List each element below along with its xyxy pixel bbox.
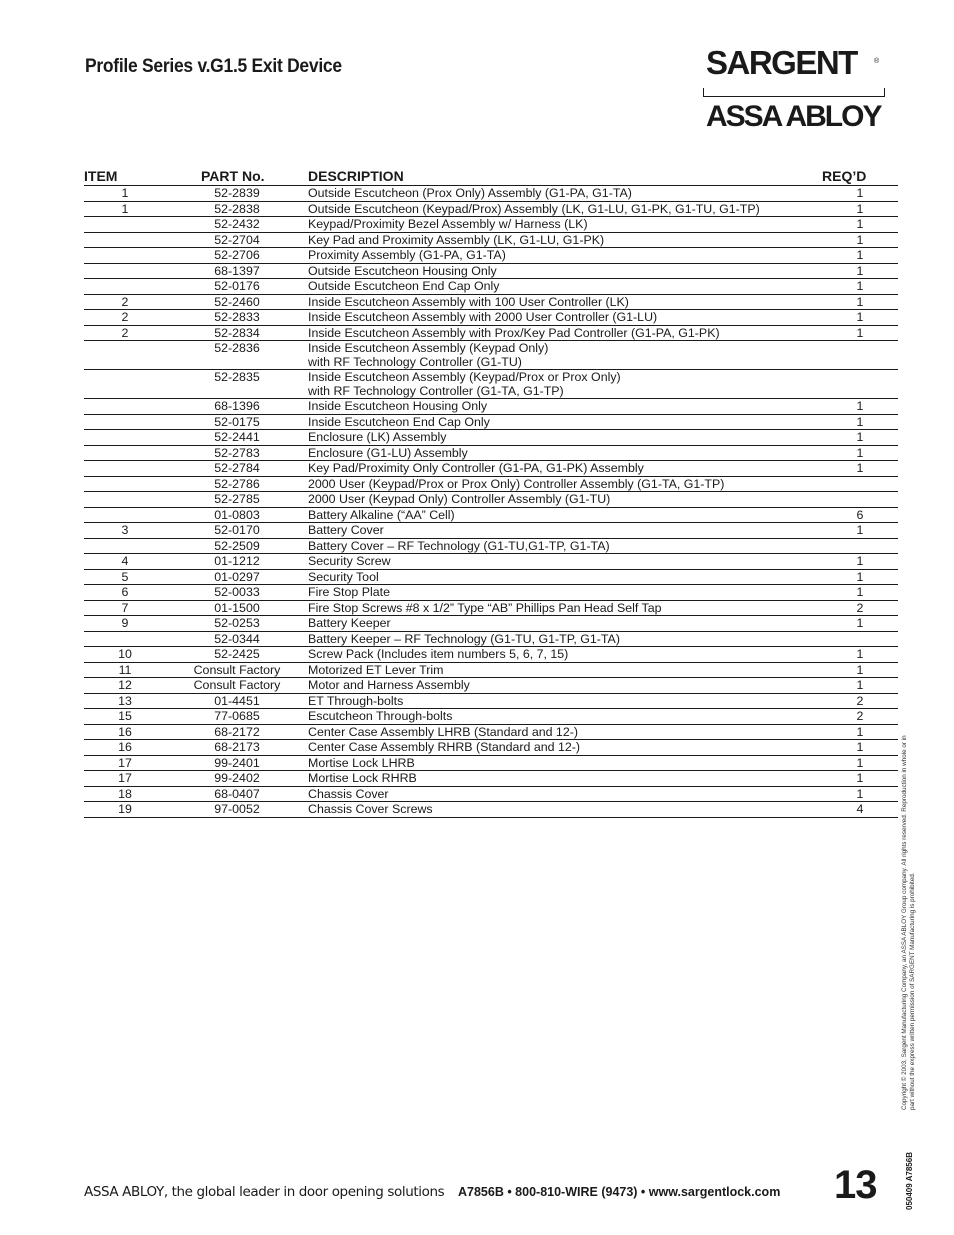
cell-reqd [822,492,898,508]
table-row [84,294,898,310]
cell-description [308,709,822,725]
logo-sargent-text: SARGENT [706,44,857,81]
cell-item: 19 [84,802,166,818]
logo-bracket [703,88,885,97]
column-header-reqd: REQ’D [822,166,898,186]
cell-description [308,724,822,740]
cell-part-no: 52-0033 [166,585,308,601]
cell-reqd: 1 [822,678,898,694]
cell-reqd: 1 [822,279,898,295]
cell-part-no: 77-0685 [166,709,308,725]
cell-description [308,755,822,771]
description-line: Proximity Assembly (G1-PA, G1-TA) [308,248,506,262]
cell-description [308,217,822,233]
table-row [84,310,898,326]
cell-item: 18 [84,786,166,802]
cell-reqd: 1 [822,523,898,539]
cell-reqd [822,631,898,647]
description-line: Outside Escutcheon (Keypad/Prox) Assembly (LK, G1-LU, G1-PK, G1-TU, G1-TP) [308,201,760,216]
description-line: Battery Keeper [308,616,391,630]
table-row [84,370,898,399]
column-header-description: DESCRIPTION [308,166,822,186]
cell-part-no: 99-2401 [166,755,308,771]
description-line: Chassis Cover Screws [308,802,433,816]
cell-reqd: 1 [822,310,898,326]
cell-part-no: 52-0175 [166,414,308,430]
cell-part-no: 52-2839 [166,186,308,202]
cell-description [308,600,822,616]
cell-reqd [822,538,898,554]
cell-description [308,310,822,326]
description-line: Outside Escutcheon (Prox Only) Assembly (G1-PA, G1-TA) [308,186,632,200]
cell-item: 9 [84,616,166,632]
description-line: Escutcheon Through-bolts [308,709,453,723]
cell-description [308,554,822,570]
table-row [84,279,898,295]
cell-item: 3 [84,523,166,539]
description-line: Motorized ET Lever Trim [308,662,444,677]
description-line: Battery Alkaline (“AA” Cell) [308,507,455,522]
cell-item [84,461,166,477]
cell-item: 2 [84,310,166,326]
table-row [84,325,898,341]
description-line: Screw Pack (Includes item numbers 5, 6, 7, 15) [308,647,569,661]
description-line: Mortise Lock RHRB [308,771,417,785]
cell-part-no: 01-4451 [166,693,308,709]
cell-item [84,248,166,264]
cell-part-no: 52-2834 [166,325,308,341]
document-number: 050409 A7856B [905,1152,914,1210]
table-row [84,538,898,554]
table-row [84,554,898,570]
table-row [84,631,898,647]
description-line: Inside Escutcheon End Cap Only [308,414,490,429]
cell-part-no: 52-2786 [166,476,308,492]
cell-description [308,294,822,310]
cell-item: 12 [84,678,166,694]
cell-description [308,507,822,523]
description-line: Keypad/Proximity Bezel Assembly w/ Harness (LK) [308,217,588,231]
column-header-item: ITEM [84,166,166,186]
logo-assa-abloy-text: ASSA ABLOY [706,100,881,133]
cell-part-no: 01-1212 [166,554,308,570]
cell-item: 4 [84,554,166,570]
cell-reqd: 1 [822,445,898,461]
cell-reqd: 1 [822,399,898,415]
cell-reqd: 1 [822,201,898,217]
cell-reqd: 1 [822,647,898,663]
cell-description [308,523,822,539]
description-line: Inside Escutcheon Assembly with 100 User Controller (LK) [308,294,629,309]
cell-item [84,507,166,523]
cell-description [308,569,822,585]
cell-part-no: 52-2784 [166,461,308,477]
table-row [84,341,898,370]
cell-item [84,370,166,399]
description-line: Enclosure (LK) Assembly [308,430,447,444]
table-row [84,662,898,678]
cell-part-no: 68-0407 [166,786,308,802]
description-line: Outside Escutcheon End Cap Only [308,279,500,293]
cell-reqd: 1 [822,786,898,802]
cell-description [308,476,822,492]
cell-description [308,399,822,415]
cell-item: 6 [84,585,166,601]
cell-part-no: 52-2785 [166,492,308,508]
cell-description [308,370,822,399]
table-row [84,414,898,430]
cell-part-no: 52-0176 [166,279,308,295]
cell-description [308,248,822,264]
cell-part-no: 97-0052 [166,802,308,818]
description-line: 2000 User (Keypad/Prox or Prox Only) Controller Assembly (G1-TA, G1-TP) [308,476,725,491]
table-row [84,461,898,477]
cell-item: 1 [84,186,166,202]
cell-reqd [822,341,898,370]
table-row [84,693,898,709]
cell-part-no: 52-0170 [166,523,308,539]
description-line: Enclosure (G1-LU) Assembly [308,445,468,460]
cell-item: 17 [84,771,166,787]
table-row [84,600,898,616]
description-line: Center Case Assembly LHRB (Standard and 12-) [308,724,578,739]
cell-part-no: 99-2402 [166,771,308,787]
cell-description [308,325,822,341]
description-line: Inside Escutcheon Assembly with 2000 User Controller (G1-LU) [308,310,658,324]
cell-description [308,538,822,554]
cell-part-no: 01-0803 [166,507,308,523]
table-row [84,755,898,771]
cell-reqd: 1 [822,294,898,310]
table-row [84,507,898,523]
cell-description [308,771,822,787]
description-line: Center Case Assembly RHRB (Standard and 12-) [308,740,581,754]
cell-part-no: 52-2833 [166,310,308,326]
description-line: Security Tool [308,569,379,584]
cell-reqd: 6 [822,507,898,523]
table-row [84,678,898,694]
table-row [84,232,898,248]
table-body [84,186,898,818]
cell-reqd: 1 [822,248,898,264]
table-row [84,201,898,217]
column-header-part-no: PART No. [166,166,308,186]
table-row [84,616,898,632]
table-row [84,217,898,233]
cell-reqd: 1 [822,325,898,341]
table-row [84,740,898,756]
cell-description [308,740,822,756]
cell-description [308,279,822,295]
table-row [84,492,898,508]
logo-registered-mark: ® [874,58,880,65]
cell-reqd: 1 [822,755,898,771]
cell-part-no: 52-2432 [166,217,308,233]
cell-reqd: 1 [822,263,898,279]
cell-description [308,662,822,678]
cell-item [84,414,166,430]
cell-description [308,201,822,217]
cell-item: 2 [84,325,166,341]
cell-description [308,693,822,709]
cell-item: 17 [84,755,166,771]
cell-reqd: 1 [822,740,898,756]
cell-item: 16 [84,724,166,740]
description-line: Inside Escutcheon Housing Only [308,399,488,413]
table-row [84,647,898,663]
table-row [84,771,898,787]
table-row [84,430,898,446]
description-line: Mortise Lock LHRB [308,755,415,770]
cell-part-no: 68-1396 [166,399,308,415]
cell-item [84,232,166,248]
parts-table [84,166,898,818]
cell-item [84,263,166,279]
cell-description [308,616,822,632]
cell-part-no: 52-2704 [166,232,308,248]
table-row [84,248,898,264]
cell-description [308,232,822,248]
cell-description [308,786,822,802]
cell-part-no: 01-1500 [166,600,308,616]
description-line: Battery Cover [308,523,384,537]
cell-item [84,492,166,508]
table-row [84,802,898,818]
page-number: 13 [834,1163,877,1207]
cell-reqd: 1 [822,232,898,248]
description-line: Chassis Cover [308,786,389,801]
cell-item: 2 [84,294,166,310]
cell-item: 5 [84,569,166,585]
cell-reqd: 1 [822,414,898,430]
description-line: Inside Escutcheon Assembly (Keypad Only) [308,341,549,355]
table-row [84,523,898,539]
cell-reqd: 1 [822,554,898,570]
cell-part-no: 52-2509 [166,538,308,554]
cell-description [308,647,822,663]
cell-description [308,461,822,477]
description-line: Key Pad/Proximity Only Controller (G1-PA, G1-PK) Assembly [308,461,644,475]
cell-reqd: 1 [822,724,898,740]
cell-part-no: 52-2441 [166,430,308,446]
table-row [84,186,898,202]
cell-reqd [822,370,898,399]
table-row [84,724,898,740]
footer-contact: A7856B • 800-810-WIRE (9473) • www.sargentlock.com [458,1185,781,1199]
cell-description [308,678,822,694]
cell-part-no: 68-1397 [166,263,308,279]
cell-part-no: 52-2460 [166,294,308,310]
cell-reqd: 1 [822,585,898,601]
cell-item [84,631,166,647]
table-row [84,445,898,461]
cell-reqd: 1 [822,771,898,787]
description-line: Battery Cover – RF Technology (G1-TU,G1-TP, G1-TA) [308,538,610,553]
description-line: Security Screw [308,554,391,568]
table-row [84,476,898,492]
description-line: Outside Escutcheon Housing Only [308,263,497,278]
cell-reqd: 4 [822,802,898,818]
cell-item [84,476,166,492]
table-row [84,399,898,415]
description-line: 2000 User (Keypad Only) Controller Assembly (G1-TU) [308,492,611,506]
cell-reqd: 1 [822,217,898,233]
cell-reqd [822,476,898,492]
copyright-notice: Copyright © 2003, Sargent Manufacturing Company, an ASSA ABLOY Group company. All rights reserved. Reproduction in whole or in part without the express written permission of SARGENT Manufacturing is prohibited. [901,735,916,1110]
description-line: Battery Keeper – RF Technology (G1-TU, G1-TP, G1-TA) [308,631,620,646]
footer-tagline: ASSA ABLOY, the global leader in door opening solutions [84,1184,445,1200]
cell-description [308,263,822,279]
cell-description [308,414,822,430]
cell-reqd: 1 [822,461,898,477]
cell-reqd: 2 [822,693,898,709]
cell-description [308,430,822,446]
cell-part-no: 52-0253 [166,616,308,632]
description-line: Fire Stop Plate [308,585,390,599]
description-line: Fire Stop Screws #8 x 1/2” Type “AB” Phillips Pan Head Self Tap [308,600,662,615]
cell-part-no: 52-2783 [166,445,308,461]
cell-part-no: 68-2173 [166,740,308,756]
cell-description [308,631,822,647]
cell-item: 1 [84,201,166,217]
cell-part-no: 52-2836 [166,341,308,370]
cell-reqd: 1 [822,186,898,202]
table-header-row [84,166,898,186]
cell-item [84,341,166,370]
description-line: Key Pad and Proximity Assembly (LK, G1-LU, G1-PK) [308,232,605,247]
cell-description [308,341,822,370]
cell-reqd: 2 [822,709,898,725]
cell-item: 11 [84,662,166,678]
cell-reqd: 1 [822,616,898,632]
cell-item: 13 [84,693,166,709]
cell-reqd: 1 [822,430,898,446]
description-line: Motor and Harness Assembly [308,678,470,692]
cell-item [84,399,166,415]
cell-description [308,186,822,202]
table-row [84,709,898,725]
cell-reqd: 1 [822,662,898,678]
cell-part-no: 52-2838 [166,201,308,217]
cell-item [84,279,166,295]
description-line-2: with RF Technology Controller (G1-TA, G1-TP) [308,383,564,398]
table-row [84,263,898,279]
cell-item: 15 [84,709,166,725]
description-line: Inside Escutcheon Assembly with Prox/Key Pad Controller (G1-PA, G1-PK) [308,325,720,340]
cell-description [308,492,822,508]
cell-part-no: Consult Factory [166,678,308,694]
table-row [84,569,898,585]
table-row [84,786,898,802]
description-line: ET Through-bolts [308,693,404,708]
cell-description [308,802,822,818]
cell-item [84,217,166,233]
cell-reqd: 2 [822,600,898,616]
cell-item: 7 [84,600,166,616]
description-line-2: with RF Technology Controller (G1-TU) [308,354,522,369]
cell-part-no: 52-2706 [166,248,308,264]
cell-part-no: 52-2425 [166,647,308,663]
cell-description [308,585,822,601]
table-row [84,585,898,601]
cell-item [84,430,166,446]
cell-part-no: 52-0344 [166,631,308,647]
cell-part-no: 01-0297 [166,569,308,585]
cell-item [84,445,166,461]
cell-item: 16 [84,740,166,756]
cell-part-no: 52-2835 [166,370,308,399]
description-line: Inside Escutcheon Assembly (Keypad/Prox or Prox Only) [308,370,621,384]
cell-item: 10 [84,647,166,663]
cell-part-no: 68-2172 [166,724,308,740]
cell-description [308,445,822,461]
page-title: Profile Series v.G1.5 Exit Device [85,56,342,77]
cell-reqd: 1 [822,569,898,585]
cell-item [84,538,166,554]
cell-part-no: Consult Factory [166,662,308,678]
